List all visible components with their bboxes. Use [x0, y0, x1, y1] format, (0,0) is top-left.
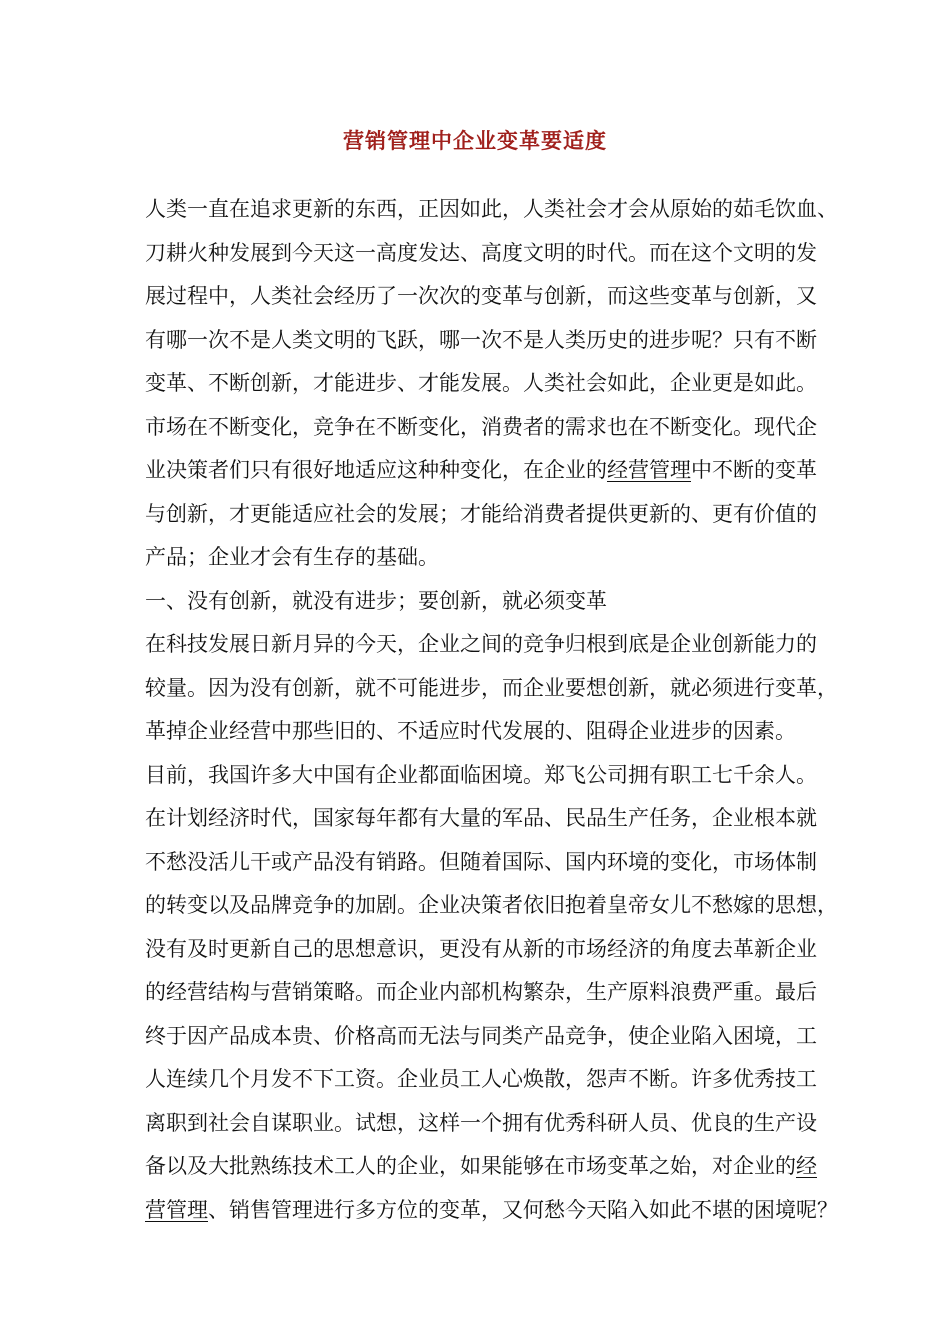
keyword-link[interactable]: 经: [796, 1154, 817, 1178]
text-line: [145, 188, 880, 232]
text-line: [145, 884, 880, 928]
document-title: 营销管理中企业变革要适度: [343, 128, 607, 153]
text-run: 在计划经济时代，国家每年都有大量的军品、民品生产任务，企业根本就: [145, 806, 817, 830]
text-run: 革掉企业经营中那些旧的、不适应时代发展的、阻碍企业进步的因素。: [145, 719, 796, 743]
text-line: [145, 841, 880, 885]
text-run: 一、没有创新，就没有进步；要创新，就必须变革: [145, 588, 607, 613]
text-run: 备以及大批熟练技术工人的企业，如果能够在市场变革之始，对企业的: [145, 1154, 796, 1178]
text-line: [145, 1189, 880, 1233]
text-line: [145, 275, 880, 319]
text-run: 没有及时更新自己的思想意识，更没有从新的市场经济的角度去革新企业: [145, 936, 817, 961]
text-line: [145, 1015, 880, 1059]
text-run: 离职到社会自谋职业。试想，这样一个拥有优秀科研人员、优良的生产设: [145, 1110, 817, 1135]
text-run: 刀耕火种发展到今天这一高度发达、高度文明的时代。而在这个文明的发: [145, 240, 817, 265]
text-line: [145, 580, 880, 624]
keyword-link[interactable]: 经营管理: [607, 458, 691, 482]
text-run: 不愁没活儿干或产品没有销路。但随着国际、国内环境的变化，市场体制: [145, 849, 817, 874]
keyword-link[interactable]: 营管理: [145, 1197, 208, 1222]
text-line: [145, 710, 880, 754]
text-run: 的经营结构与营销策略。而企业内部机构繁杂，生产原料浪费严重。最后: [145, 980, 817, 1004]
text-run: 目前，我国许多大中国有企业都面临困境。郑飞公司拥有职工七千余人。: [145, 762, 817, 787]
text-line: [145, 536, 880, 580]
text-run: 产品；企业才会有生存的基础。: [145, 545, 439, 569]
text-run: 人类一直在追求更新的东西，正因如此，人类社会才会从原始的茹毛饮血、: [145, 197, 838, 221]
text-run: 中不断的变革: [691, 458, 817, 482]
text-run: 市场在不断变化，竞争在不断变化，消费者的需求也在不断变化。现代企: [145, 414, 817, 439]
text-line: [145, 232, 880, 276]
document-body: [145, 188, 880, 1232]
text-line: [145, 928, 880, 972]
text-run: 业决策者们只有很好地适应这种种变化，在企业的: [145, 458, 607, 482]
text-line: [145, 797, 880, 841]
text-line: [145, 406, 880, 450]
text-run: 变革、不断创新，才能进步、才能发展。人类社会如此，企业更是如此。: [145, 371, 817, 395]
text-line: [145, 1102, 880, 1146]
text-line: [145, 1058, 880, 1102]
text-line: [145, 493, 880, 537]
text-run: 较量。因为没有创新，就不可能进步，而企业要想创新，就必须进行变革，: [145, 675, 838, 700]
text-line: [145, 319, 880, 363]
text-run: 与创新，才更能适应社会的发展；才能给消费者提供更新的、更有价值的: [145, 501, 817, 526]
text-line: [145, 971, 880, 1015]
text-line: [145, 362, 880, 406]
text-line: [145, 667, 880, 711]
text-line: [145, 754, 880, 798]
text-run: 展过程中，人类社会经历了一次次的变革与创新，而这些变革与创新，又: [145, 284, 817, 308]
text-run: 的转变以及品牌竞争的加剧。企业决策者依旧抱着皇帝女儿不愁嫁的思想，: [145, 893, 838, 917]
text-run: 人连续几个月发不下工资。企业员工人心焕散，怨声不断。许多优秀技工: [145, 1067, 817, 1091]
text-run: 在科技发展日新月异的今天，企业之间的竞争归根到底是企业创新能力的: [145, 632, 817, 656]
text-line: [145, 449, 880, 493]
text-run: 有哪一次不是人类文明的飞跃，哪一次不是人类历史的进步呢？只有不断: [145, 327, 817, 352]
text-line: [145, 623, 880, 667]
text-run: 、销售管理进行多方位的变革，又何愁今天陷入如此不堪的困境呢？: [208, 1197, 838, 1222]
text-line: [145, 1145, 880, 1189]
text-run: 终于因产品成本贵、价格高而无法与同类产品竞争，使企业陷入困境，工: [145, 1023, 817, 1048]
